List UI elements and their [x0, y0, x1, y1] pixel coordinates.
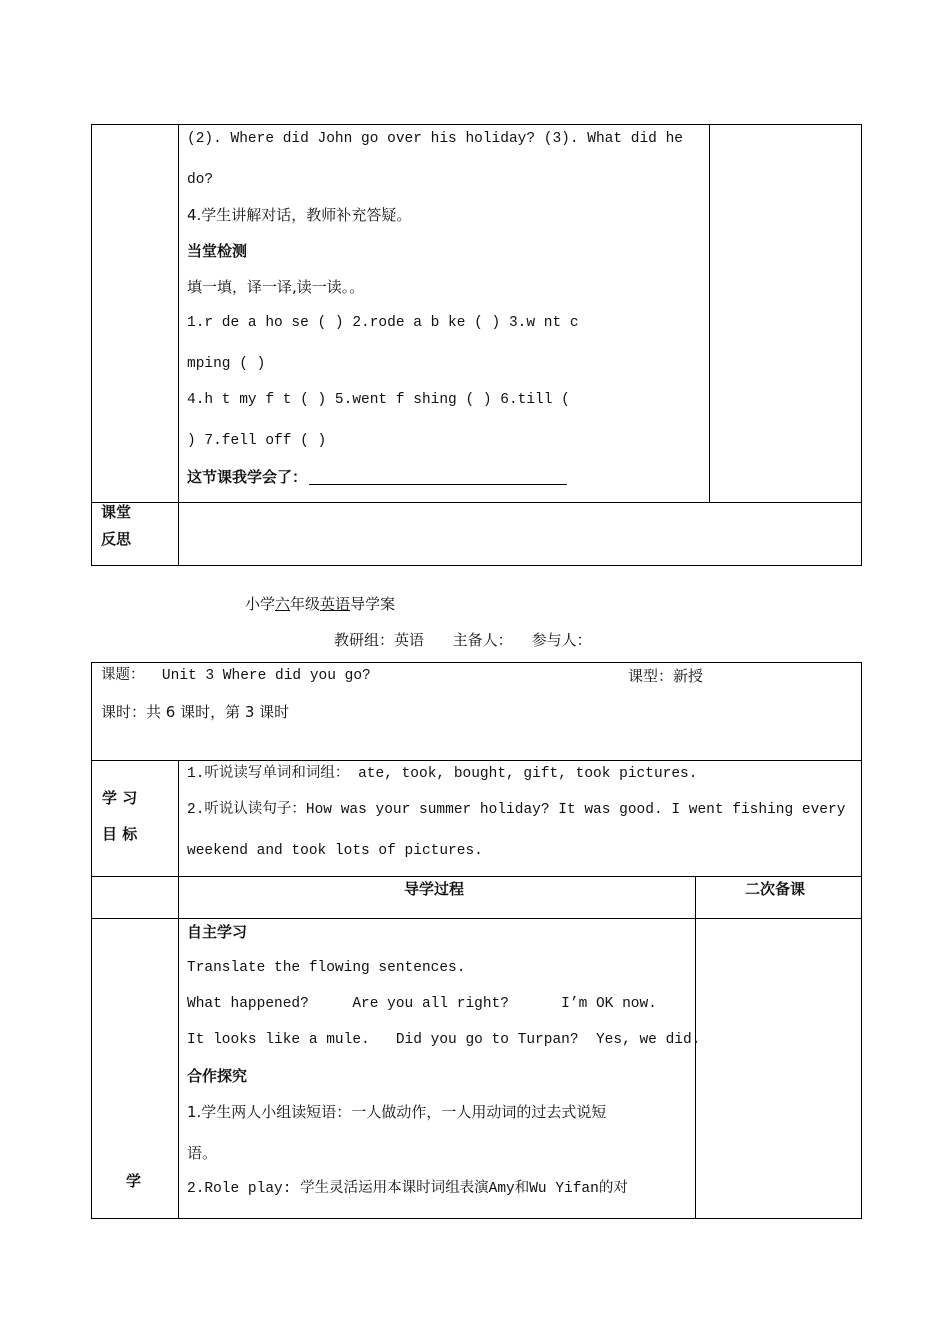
coop-step-1a: 1.学生两人小组读短语：一人做动作，一人用动词的过去式说短 [187, 1103, 607, 1121]
top-table-col-divider-1 [178, 124, 179, 566]
column-header-process: 导学过程 [404, 880, 465, 898]
exercise-line-3: 4.h t my f t ( ) 5.went f shing ( ) 6.till ( [187, 392, 570, 408]
sentences-line-2: It looks like a mule. Did you go to Turpan? Yes, we did. [187, 1032, 701, 1048]
goal-3: weekend and took lots of pictures. [187, 843, 483, 859]
coop-step-1b: 语。 [187, 1144, 218, 1162]
top-table-border-bottom [91, 565, 862, 566]
exercise-instruction: 填一填，译一译,读一读。。 [187, 278, 365, 296]
top-table-border-top [91, 124, 862, 125]
lesson-table-border-left [91, 662, 92, 1219]
column-header-second-prep: 二次备课 [745, 880, 806, 898]
grade-underlined: 六 [275, 595, 291, 613]
subject-underlined: 英语 [320, 595, 351, 613]
top-table-border-left [91, 124, 92, 566]
top-table-col-divider-2 [709, 124, 710, 503]
lesson-period: 课时：共 6 课时，第 3 课时 [101, 703, 290, 721]
reflection-label-2: 反思 [101, 530, 132, 548]
section-heading-classroom-test: 当堂检测 [187, 242, 248, 260]
page-subtitle: 教研组：英语 主备人： 参与人： [334, 631, 592, 649]
section-heading-cooperation: 合作探究 [187, 1067, 248, 1085]
page-title: 小学六年级英语导学案 [245, 595, 396, 613]
lesson-table-border-top [91, 662, 862, 663]
goal-2: 2.听说认读句子：How was your summer holiday? It was good. I went fishing every [187, 802, 846, 818]
coop-step-2: 2.Role play: 学生灵活运用本课时词组表演Amy和Wu Yifan的对 [187, 1181, 628, 1197]
exercise-line-4: ) 7.fell off ( ) [187, 433, 327, 449]
step-4-text: 4.学生讲解对话，教师补充答疑。 [187, 206, 412, 224]
lesson-table-divider-2 [91, 876, 862, 877]
side-label-learn: 学 [126, 1172, 142, 1190]
lesson-table-divider-3 [91, 918, 862, 919]
sentences-line-1: What happened? Are you all right? I’m OK now. [187, 996, 657, 1012]
section-heading-self-study: 自主学习 [187, 923, 248, 941]
learned-answer-blank[interactable] [309, 470, 567, 485]
question-line-2: do? [187, 172, 214, 188]
lesson-topic: 课题： Unit 3 Where did you go? [101, 668, 371, 684]
translate-instruction: Translate the flowing sentences. [187, 960, 466, 976]
reflection-label-1: 课堂 [101, 503, 132, 521]
exercise-line-1: 1.r de a ho se ( ) 2.rode a b ke ( ) 3.w nt c [187, 315, 579, 331]
top-table-border-right [861, 124, 862, 566]
learned-line [187, 467, 567, 487]
lesson-table-col-divider-1 [178, 760, 179, 1219]
lesson-table-divider-1 [91, 760, 862, 761]
goal-label-2: 目 标 [102, 825, 138, 843]
goal-label-1: 学 习 [102, 789, 138, 807]
lesson-table-border-right [861, 662, 862, 1219]
goal-1: 1.听说读写单词和词组： ate, took, bought, gift, took pictures. [187, 766, 698, 782]
top-table-row-divider [91, 502, 862, 503]
lesson-table-border-bottom [91, 1218, 862, 1219]
learned-label: 这节课我学会了： [187, 468, 308, 486]
lesson-type: 课型：新授 [628, 667, 704, 685]
exercise-line-2: mping ( ) [187, 356, 266, 372]
question-line-1: (2). Where did John go over his holiday? (3). What did he [187, 131, 683, 147]
